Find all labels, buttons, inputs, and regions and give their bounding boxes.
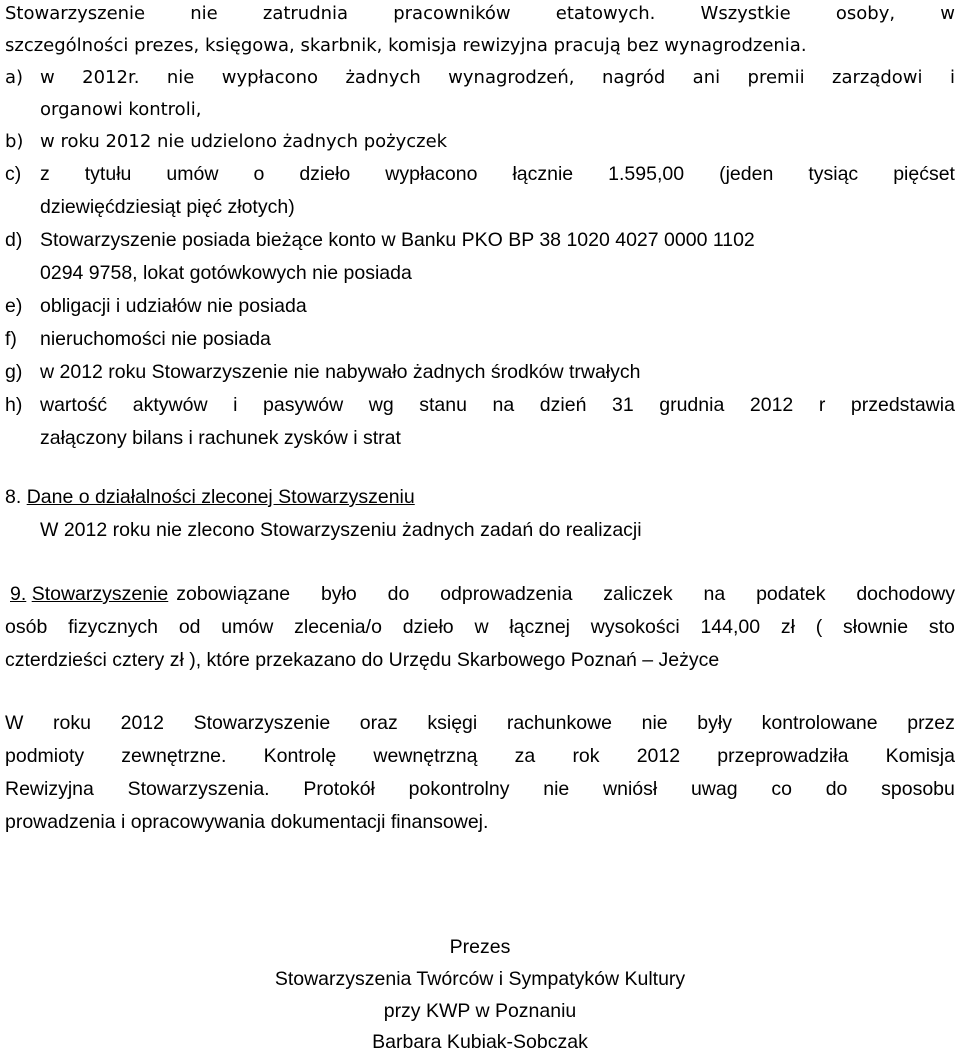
word: osoby, — [835, 3, 896, 24]
word: Stowarzyszenie — [5, 3, 146, 24]
word: zewnętrzne. — [121, 745, 227, 767]
list-marker-e: e) — [5, 295, 23, 317]
signature-organization: Stowarzyszenia Twórców i Sympatyków Kultury — [274, 968, 686, 990]
word: uwag — [690, 778, 738, 800]
word: wynagrodzeń, — [448, 67, 575, 88]
control-line-2 — [5, 744, 955, 768]
list-marker-d: d) — [5, 229, 23, 251]
word: księgi — [427, 712, 478, 734]
word: dzieło — [299, 163, 351, 185]
word: rachunkowe — [506, 712, 612, 734]
word: zlecenia/o — [294, 616, 382, 638]
word: 2012 — [636, 745, 681, 767]
item-h-line-1 — [40, 393, 955, 417]
word: tysiąc — [808, 163, 859, 185]
word: pasywów — [263, 394, 344, 416]
section-9-number: 9. — [10, 583, 27, 605]
control-line-3 — [5, 777, 955, 801]
word: na — [703, 583, 726, 605]
signature-location: przy KWP w Poznaniu — [383, 1000, 577, 1022]
word: dochodowy — [856, 583, 955, 605]
section-9-underlined-word: Stowarzyszenie — [31, 583, 169, 605]
item-c-line-2: dziewięćdziesiąt pięć złotych) — [40, 196, 295, 218]
word: podatek — [756, 583, 826, 605]
word: podmioty — [5, 745, 85, 767]
intro-line-2: szczególności prezes, księgowa, skarbnik, komisja rewizyjna pracują bez wynagrodzenia. — [5, 35, 807, 56]
word: w — [940, 3, 955, 24]
word: Stowarzyszenia. — [127, 778, 270, 800]
word: ani — [692, 67, 721, 88]
word: o — [253, 163, 265, 185]
item-a-line-1 — [40, 66, 955, 90]
word: umów — [166, 163, 219, 185]
word: z — [40, 163, 50, 185]
word: zobowiązane — [176, 583, 291, 605]
list-marker-b: b) — [5, 131, 24, 152]
word: nagród — [601, 67, 666, 88]
word: wypłacono — [385, 163, 478, 185]
word: etatowych. — [555, 3, 656, 24]
word: odprowadzenia — [440, 583, 573, 605]
list-marker-f: f) — [5, 328, 17, 350]
word: rok — [572, 745, 600, 767]
word: osób — [5, 616, 48, 638]
word: pięćset — [893, 163, 955, 185]
word: i — [233, 394, 238, 416]
list-marker-c: c) — [5, 163, 22, 185]
word: sto — [928, 616, 955, 638]
word: sposobu — [881, 778, 955, 800]
section-8-number: 8. — [5, 486, 22, 508]
word: zatrudnia — [262, 3, 349, 24]
item-h-line-2: załączony bilans i rachunek zysków i strat — [40, 427, 401, 449]
word: zaliczek — [603, 583, 673, 605]
list-marker-g: g) — [5, 361, 23, 383]
word: w — [40, 67, 55, 88]
word: wypłacono — [221, 67, 319, 88]
word: łącznie — [512, 163, 574, 185]
signature-title: Prezes — [449, 936, 511, 958]
signature-name: Barbara Kubiak-Sobczak — [372, 1031, 588, 1053]
word: (jeden — [719, 163, 774, 185]
word: łącznej — [509, 616, 571, 638]
item-b-text: w roku 2012 nie udzielono żadnych pożyczek — [40, 131, 448, 152]
word: 31 — [611, 394, 634, 416]
word: Rewizyjna — [5, 778, 94, 800]
word: wg — [368, 394, 394, 416]
list-marker-a: a) — [5, 67, 24, 88]
word: premii — [747, 67, 805, 88]
word: do — [825, 778, 848, 800]
word: nie — [190, 3, 218, 24]
item-a-line-2: organowi kontroli, — [40, 99, 202, 120]
word: zarządowi — [832, 67, 923, 88]
control-line-1 — [5, 711, 955, 735]
word: nie — [166, 67, 195, 88]
word: było — [320, 583, 357, 605]
word: r — [818, 394, 826, 416]
word: fizycznych — [68, 616, 159, 638]
word: grudnia — [659, 394, 725, 416]
intro-line-1 — [5, 2, 955, 26]
item-c-line-1 — [40, 162, 955, 186]
word: Protokół — [303, 778, 375, 800]
word: wewnętrzną — [373, 745, 478, 767]
section-9-line-1-rest — [176, 582, 955, 606]
word: przedstawia — [850, 394, 955, 416]
word: ( — [815, 616, 823, 638]
word: 144,00 — [700, 616, 761, 638]
word: W — [5, 712, 24, 734]
word: roku — [53, 712, 91, 734]
word: za — [514, 745, 536, 767]
section-9-line-3: czterdzieści cztery zł ), które przekazano do Urzędu Skarbowego Poznań – Jeżyce — [5, 649, 720, 671]
word: przez — [907, 712, 955, 734]
word: wartość — [40, 394, 108, 416]
word: dzień — [539, 394, 587, 416]
word: kontrolowane — [761, 712, 878, 734]
item-g-text: w 2012 roku Stowarzyszenie nie nabywało żadnych środków trwałych — [40, 361, 641, 383]
section-9-line-2 — [5, 615, 955, 639]
word: na — [492, 394, 515, 416]
item-f-text: nieruchomości nie posiada — [40, 328, 271, 350]
word: zł — [780, 616, 795, 638]
word: wysokości — [590, 616, 680, 638]
word: przeprowadziła — [717, 745, 849, 767]
word: 2012r. — [82, 67, 140, 88]
word: Wszystkie — [700, 3, 791, 24]
item-e-text: obligacji i udziałów nie posiada — [40, 295, 307, 317]
word: oraz — [359, 712, 398, 734]
word: aktywów — [132, 394, 208, 416]
word: Stowarzyszenie — [193, 712, 331, 734]
word: od — [178, 616, 201, 638]
word: wniósł — [603, 778, 658, 800]
section-8-title: Dane o działalności zleconej Stowarzyszeniu — [26, 486, 415, 508]
word: i — [949, 67, 955, 88]
section-9-line-1 — [5, 582, 955, 606]
word: do — [387, 583, 410, 605]
word: 2012 — [749, 394, 794, 416]
list-marker-h: h) — [5, 394, 23, 416]
word: Kontrolę — [263, 745, 337, 767]
word: 2012 — [120, 712, 164, 734]
item-d-line-2: 0294 9758, lokat gotówkowych nie posiada — [40, 262, 412, 284]
section-9-lead — [5, 582, 168, 606]
word: pokontrolny — [408, 778, 510, 800]
control-line-4: prowadzenia i opracowywania dokumentacji finansowej. — [5, 811, 489, 833]
word: słownie — [843, 616, 909, 638]
word: tytułu — [84, 163, 132, 185]
word: dzieło — [402, 616, 454, 638]
section-8-text: W 2012 roku nie zlecono Stowarzyszeniu żadnych zadań do realizacji — [40, 519, 642, 541]
word: były — [697, 712, 732, 734]
word: nie — [543, 778, 570, 800]
item-d-line-1: Stowarzyszenie posiada bieżące konto w Banku PKO BP 38 1020 4027 0000 1102 — [40, 229, 755, 251]
word: pracowników — [393, 3, 511, 24]
word: 1.595,00 — [608, 163, 685, 185]
word: co — [771, 778, 792, 800]
section-8-heading — [5, 485, 415, 509]
word: umów — [221, 616, 274, 638]
word: żadnych — [345, 67, 421, 88]
word: nie — [641, 712, 668, 734]
word: w — [474, 616, 489, 638]
word: Komisja — [885, 745, 955, 767]
word: stanu — [419, 394, 467, 416]
